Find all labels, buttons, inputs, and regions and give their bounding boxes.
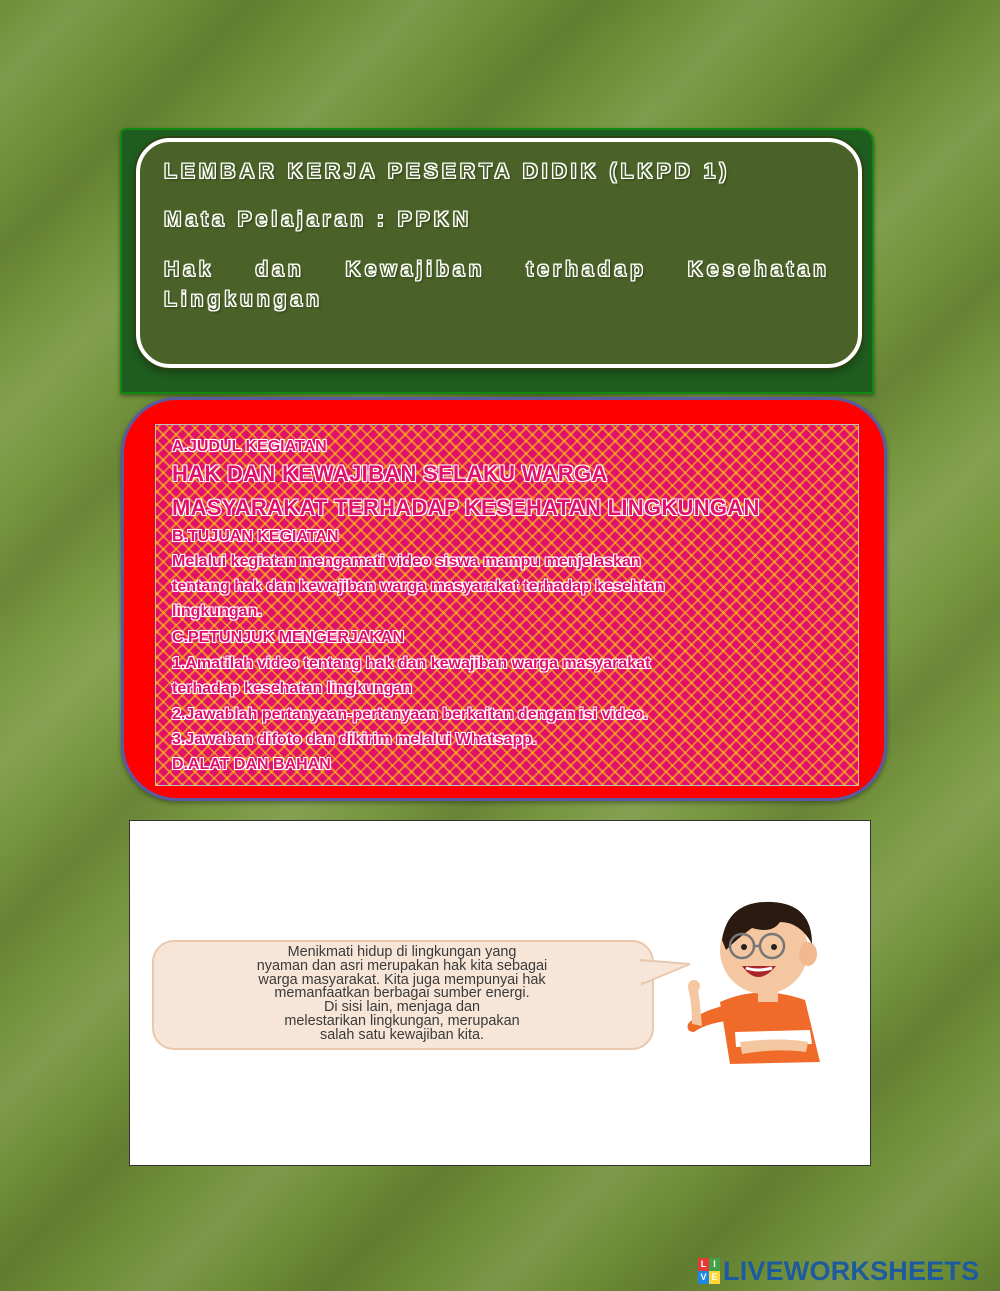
speech-bubble-text — [170, 946, 634, 1043]
bubble-line: melestarikan lingkungan, merupakan — [284, 1012, 520, 1029]
boy-illustration — [680, 892, 840, 1072]
logo-icon-letter: V — [698, 1271, 709, 1284]
subject-label: Mata Pelajaran : PPKN — [164, 208, 473, 231]
instruction-step: 3.Jawaban difoto dan dikirim melalui Whatsapp. — [172, 731, 537, 748]
instruction-step: 1.Amatilah video tentang hak dan kewajiban warga masyarakat — [172, 655, 651, 672]
worksheet-title: LEMBAR KERJA PESERTA DIDIK (LKPD 1) — [164, 160, 731, 183]
topic-word: terhadap — [526, 258, 647, 281]
bubble-line: Menikmati hidup di lingkungan yang — [287, 944, 517, 960]
section-a-heading: A.JUDUL KEGIATAN — [172, 438, 327, 455]
bubble-line: memanfaatkan berbagai sumber energi. — [274, 985, 530, 1002]
instruction-step: 2.Jawablah pertanyaan-pertanyaan berkaitan dengan isi video. — [172, 706, 648, 723]
liveworksheets-icon — [698, 1258, 720, 1284]
topic-word: Kewajiban — [345, 258, 486, 281]
bubble-line: warga masyarakat. Kita juga mempunyai hak — [258, 971, 546, 988]
bubble-line: Di sisi lain, menjaga dan — [324, 999, 480, 1016]
bubble-line: nyaman dan asri merupakan hak kita sebagai — [256, 957, 548, 974]
topic-word: dan — [255, 258, 305, 281]
section-d-heading: D.ALAT DAN BAHAN — [172, 756, 331, 773]
section-b-heading: B.TUJUAN KEGIATAN — [172, 528, 339, 545]
liveworksheets-logo[interactable] — [698, 1256, 979, 1286]
activity-title-line2: MASYARAKAT TERHADAP KESEHATAN LINGKUNGAN — [172, 495, 760, 520]
bubble-line: salah satu kewajiban kita. — [320, 1026, 484, 1043]
logo-icon-letter: E — [709, 1271, 720, 1284]
purpose-line: Melalui kegiatan mengamati video siswa mampu menjelaskan — [172, 553, 641, 570]
topic-word: Kesehatan — [687, 258, 830, 281]
topic-title — [164, 255, 830, 315]
activity-title-line1: HAK DAN KEWAJIBAN SELAKU WARGA — [172, 461, 608, 486]
topic-word: Lingkungan — [164, 288, 323, 311]
instruction-step: terhadap kesehatan lingkungan — [172, 680, 413, 697]
logo-icon-letter: I — [709, 1258, 720, 1271]
logo-text: LIVEWORKSHEETS — [723, 1255, 980, 1286]
section-c-heading: C.PETUNJUK MENGERJAKAN — [172, 629, 405, 646]
purpose-line: tentang hak dan kewajiban warga masyarakat terhadap kesehtan — [172, 578, 665, 595]
topic-word: Hak — [164, 258, 215, 281]
logo-icon-letter: L — [698, 1258, 709, 1271]
purpose-line: lingkungan. — [172, 603, 262, 620]
